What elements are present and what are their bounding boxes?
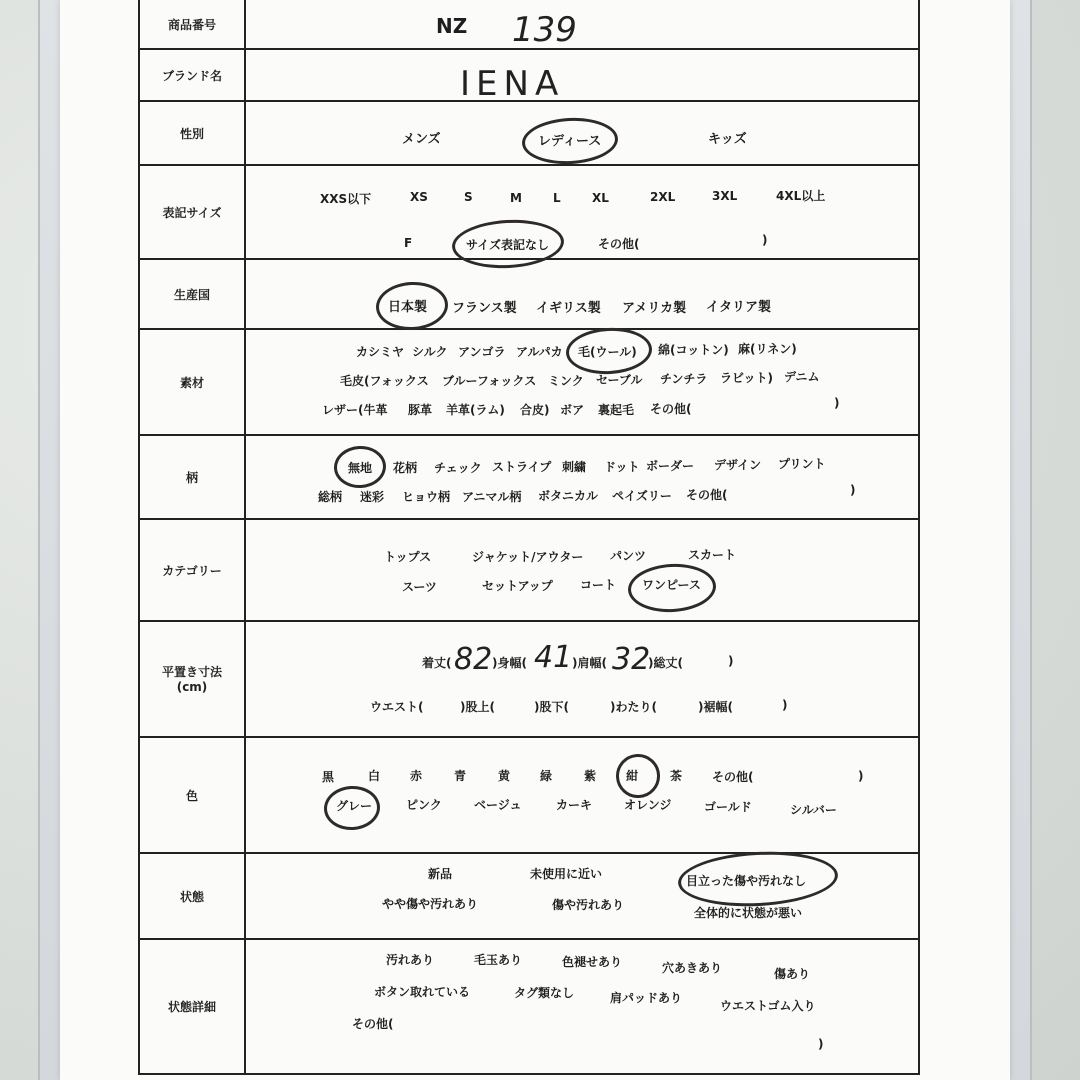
pattern-paisley: ペイズリー xyxy=(612,489,672,503)
measure-total-label: )総丈( xyxy=(648,656,683,670)
gender-kids: キッズ xyxy=(708,132,747,147)
category-jacket: ジャケット/アウター xyxy=(472,550,584,564)
label-condition: 状態 xyxy=(138,854,246,940)
size-2xl: 2XL xyxy=(650,190,676,204)
detail-elastic: ウエストゴム入り xyxy=(720,999,816,1013)
material-angora: アンゴラ xyxy=(458,345,506,359)
size-none: サイズ表記なし xyxy=(466,238,550,252)
size-xl: XL xyxy=(592,191,609,205)
label-measure-text: 平置き寸法 xyxy=(161,665,222,679)
color-other: その他( xyxy=(712,770,754,784)
label-size: 表記サイズ xyxy=(138,166,246,260)
condition-damage: 傷や汚れあり xyxy=(552,898,625,912)
country-france: フランス製 xyxy=(452,301,517,316)
label-brand: ブランド名 xyxy=(138,50,246,102)
color-white: 白 xyxy=(368,769,381,783)
color-black: 黒 xyxy=(322,770,335,784)
category-pants: パンツ xyxy=(610,549,647,563)
row-measure xyxy=(138,622,920,738)
measure-shoulder-label: )肩幅( xyxy=(572,656,607,670)
detail-pill: 毛玉あり xyxy=(474,953,523,967)
pattern-solid: 無地 xyxy=(348,461,373,475)
color-red: 赤 xyxy=(410,769,423,783)
measure-length-value: 82 xyxy=(454,642,493,677)
pattern-embroidery: 刺繍 xyxy=(562,460,587,474)
pattern-other-close: ) xyxy=(850,483,856,497)
material-leather: レザー(牛革 xyxy=(322,403,388,417)
material-bluefox: ブルーフォックス xyxy=(442,374,537,388)
pattern-other: その他( xyxy=(686,488,728,502)
label-condition-detail: 状態詳細 xyxy=(138,940,246,1075)
measure-hem: )裾幅( xyxy=(698,700,733,714)
condition-some-damage: やや傷や汚れあり xyxy=(382,897,479,911)
detail-stain: 汚れあり xyxy=(386,953,435,967)
detail-scratch: 傷あり xyxy=(774,967,811,981)
row-category xyxy=(138,520,920,622)
size-xxs: XXS以下 xyxy=(320,192,372,206)
color-blue: 青 xyxy=(454,769,467,783)
material-other-close: ) xyxy=(834,396,840,410)
country-uk: イギリス製 xyxy=(536,301,601,316)
condition-new: 新品 xyxy=(428,867,453,881)
detail-shoulder-pad: 肩パッドあり xyxy=(610,991,683,1005)
size-m: M xyxy=(510,191,522,205)
pattern-leopard: ヒョウ柄 xyxy=(402,490,451,504)
color-gray: グレー xyxy=(336,799,373,813)
measure-width-value: 41 xyxy=(534,640,573,675)
color-green: 緑 xyxy=(540,769,553,783)
color-purple: 紫 xyxy=(584,769,597,783)
category-setup: セットアップ xyxy=(482,579,553,593)
material-lamb: 羊革(ラム) xyxy=(446,403,505,417)
product-number: 139 xyxy=(512,10,577,50)
material-wool: 毛(ウール) xyxy=(578,345,637,359)
detail-button: ボタン取れている xyxy=(374,985,471,999)
row-color xyxy=(138,738,920,854)
category-skirt: スカート xyxy=(688,548,737,562)
label-gender: 性別 xyxy=(138,102,246,166)
color-brown: 茶 xyxy=(670,769,683,783)
label-country: 生産国 xyxy=(138,260,246,330)
label-material: 素材 xyxy=(138,330,246,436)
measure-total-close: ) xyxy=(728,654,734,668)
material-synthetic: 合皮) xyxy=(520,403,550,417)
color-silver: シルバー xyxy=(790,803,837,817)
material-pig: 豚革 xyxy=(408,403,433,417)
material-linen: 麻(リネン) xyxy=(738,342,797,356)
country-japan: 日本製 xyxy=(388,300,428,315)
material-sable: セーブル xyxy=(596,373,643,387)
color-other-close: ) xyxy=(858,769,864,783)
measure-inseam: )股下( xyxy=(534,700,569,714)
pattern-border: ボーダー xyxy=(646,459,695,473)
measure-hem-close: ) xyxy=(782,698,788,712)
size-f: F xyxy=(404,236,413,250)
pattern-floral: 花柄 xyxy=(393,461,418,475)
label-color: 色 xyxy=(138,738,246,854)
color-yellow: 黄 xyxy=(498,769,511,783)
material-cashmere: カシミヤ xyxy=(356,345,405,359)
condition-poor: 全体的に状態が悪い xyxy=(694,906,803,920)
product-prefix: NZ xyxy=(436,14,468,38)
measure-width-label: )身幅( xyxy=(492,656,527,670)
category-tops: トップス xyxy=(384,550,432,564)
measure-shoulder-value: 32 xyxy=(612,642,651,677)
label-product-no: 商品番号 xyxy=(138,0,246,50)
pattern-dot: ドット xyxy=(604,460,640,474)
color-khaki: カーキ xyxy=(556,798,593,812)
material-alpaca: アルパカ xyxy=(516,345,563,359)
size-l: L xyxy=(553,191,561,205)
label-measure xyxy=(138,622,246,738)
size-other-close: ) xyxy=(762,233,768,247)
pattern-allover: 総柄 xyxy=(318,490,343,504)
color-pink: ピンク xyxy=(406,798,442,812)
detail-no-tag: タグ類なし xyxy=(514,986,575,1000)
detail-other: その他( xyxy=(352,1017,394,1031)
detail-hole: 穴あきあり xyxy=(662,961,723,975)
material-fleece: 裏起毛 xyxy=(598,403,635,417)
material-cotton: 綿(コットン) xyxy=(658,343,729,357)
material-denim: デニム xyxy=(784,370,820,384)
size-4xl: 4XL以上 xyxy=(776,189,826,203)
country-usa: アメリカ製 xyxy=(622,301,687,316)
size-other: その他( xyxy=(598,237,640,251)
condition-near-unused: 未使用に近い xyxy=(530,867,603,881)
measure-rise: )股上( xyxy=(460,700,495,714)
category-suit: スーツ xyxy=(402,580,437,594)
label-measure-unit: (cm) xyxy=(176,680,208,694)
pattern-check: チェック xyxy=(434,461,482,475)
label-pattern: 柄 xyxy=(138,436,246,520)
color-beige: ベージュ xyxy=(474,798,522,812)
material-other: その他( xyxy=(650,402,692,416)
material-silk: シルク xyxy=(412,345,448,359)
pattern-camo: 迷彩 xyxy=(360,490,385,504)
material-fur: 毛皮(フォックス xyxy=(340,374,429,388)
detail-fade: 色褪せあり xyxy=(562,955,623,969)
pattern-stripe: ストライプ xyxy=(492,460,552,474)
pattern-print: プリント xyxy=(778,457,826,471)
pattern-botanical: ボタニカル xyxy=(538,489,599,503)
measure-waist: ウエスト( xyxy=(370,700,424,714)
material-rabbit: ラビット) xyxy=(720,371,774,385)
color-navy: 紺 xyxy=(626,769,639,783)
measure-thigh: )わたり( xyxy=(610,700,657,714)
pattern-animal: アニマル柄 xyxy=(462,490,522,504)
country-italy: イタリア製 xyxy=(706,300,772,315)
material-boa: ボア xyxy=(560,403,585,417)
detail-other-close: ) xyxy=(818,1037,824,1051)
condition-no-damage: 目立った傷や汚れなし xyxy=(686,874,807,888)
label-category: カテゴリー xyxy=(138,520,246,622)
category-coat: コート xyxy=(580,578,617,592)
row-country xyxy=(138,260,920,330)
color-orange: オレンジ xyxy=(624,798,672,812)
brand-name: IENA xyxy=(460,64,565,104)
pattern-design: デザイン xyxy=(714,458,762,472)
size-3xl: 3XL xyxy=(712,189,738,203)
category-onepiece: ワンピース xyxy=(642,578,701,592)
size-xs: XS xyxy=(410,190,428,204)
material-mink: ミンク xyxy=(548,374,584,388)
measure-length-label: 着丈( xyxy=(422,656,452,670)
material-chinchilla: チンチラ xyxy=(660,372,708,386)
color-gold: ゴールド xyxy=(704,800,752,814)
gender-mens: メンズ xyxy=(402,132,441,147)
size-s: S xyxy=(464,190,473,204)
gender-ladies: レディース xyxy=(538,134,602,149)
row-pattern xyxy=(138,436,920,520)
